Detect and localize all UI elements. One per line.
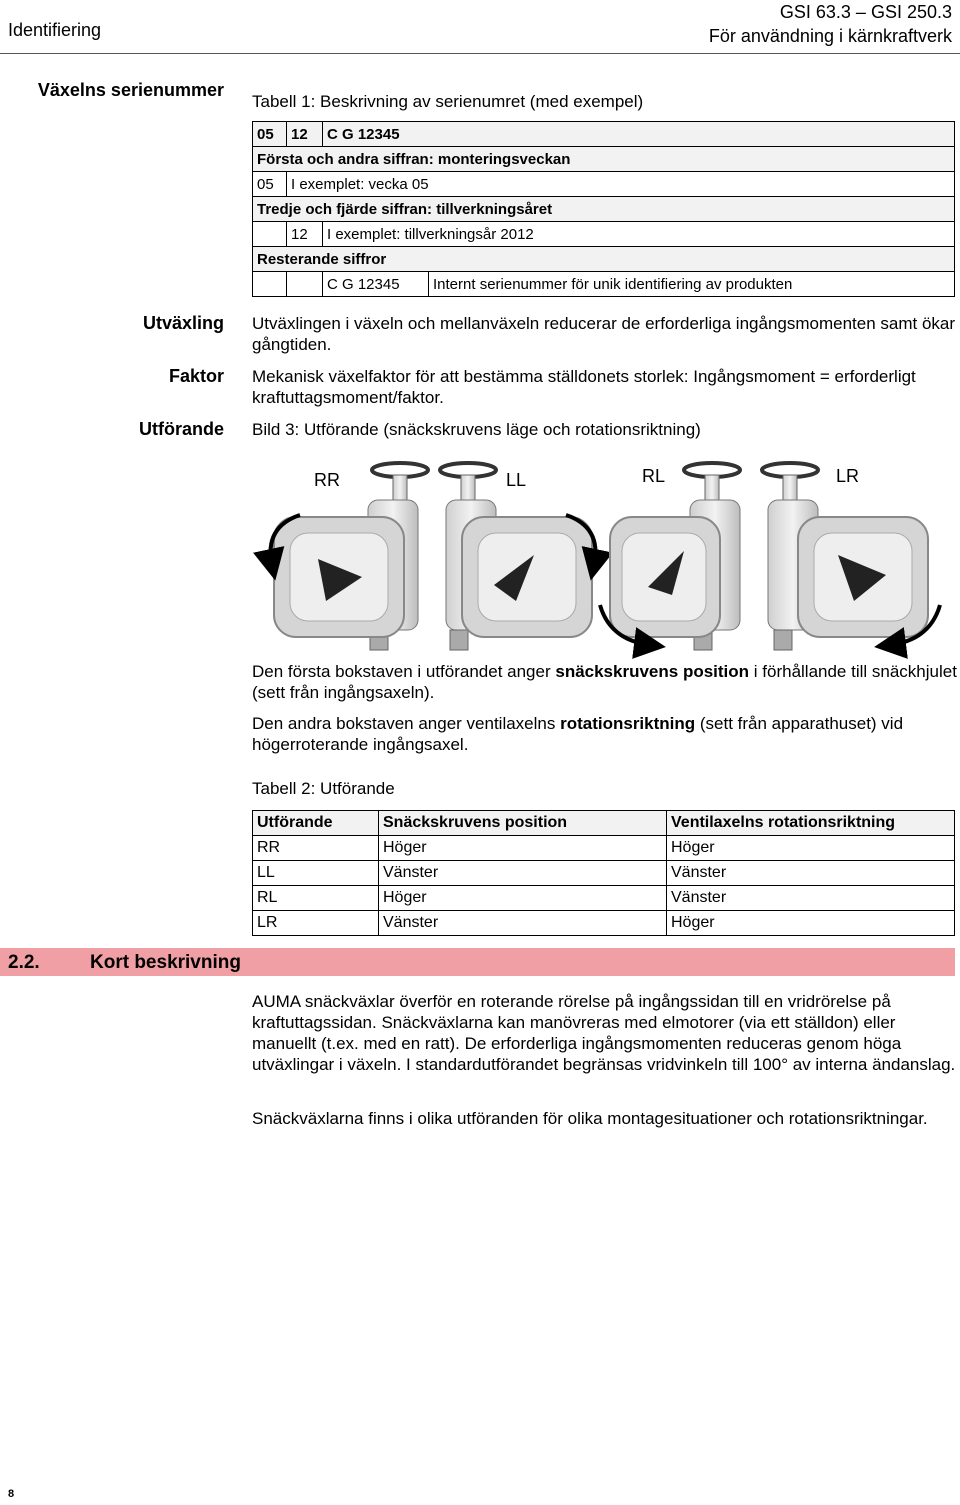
variant-rr-illustration bbox=[271, 463, 428, 650]
rotation-explanation: Den andra bokstaven anger ventilaxelns rotationsriktning (sett från apparathuset) vid högerroterande ingångsaxel. bbox=[252, 714, 904, 754]
table-row bbox=[253, 222, 955, 247]
table-cell: Vänster bbox=[667, 861, 955, 886]
header-divider bbox=[0, 53, 960, 54]
table-header-row bbox=[253, 811, 955, 836]
table-cell: Resterande siffror bbox=[253, 247, 955, 272]
header-product-range: GSI 63.3 – GSI 250.3 bbox=[779, 2, 952, 22]
table-cell bbox=[253, 222, 287, 247]
table-cell: Höger bbox=[379, 836, 667, 861]
table-cell: 12 bbox=[287, 122, 323, 147]
table-row bbox=[253, 861, 955, 886]
section-heading bbox=[0, 948, 955, 976]
label-version: Utförande bbox=[139, 419, 224, 439]
column-header: Utförande bbox=[253, 811, 379, 836]
figure-caption: Bild 3: Utförande (snäckskruvens läge och rotationsriktning) bbox=[252, 420, 701, 439]
factor-description: Mekanisk växelfaktor för att bestämma ställdonets storlek: Ingångsmoment = erforderligt kraftuttagsmoment/faktor. bbox=[252, 367, 916, 407]
variant-label: RL bbox=[642, 466, 666, 486]
label-serial-number: Växelns serienummer bbox=[37, 80, 224, 100]
table-row bbox=[253, 122, 955, 147]
bold-term: rotationsriktning bbox=[560, 714, 696, 733]
table-cell: Höger bbox=[667, 911, 955, 936]
table-row bbox=[253, 247, 955, 272]
table-row bbox=[253, 197, 955, 222]
header-product-usage: För användning i kärnkraftverk bbox=[708, 26, 952, 46]
version-illustration bbox=[250, 455, 950, 660]
variant-ll-illustration bbox=[440, 463, 595, 650]
table1-caption: Tabell 1: Beskrivning av serienumret (med exempel) bbox=[252, 92, 644, 111]
table-row bbox=[253, 836, 955, 861]
header-section-title: Identifiering bbox=[8, 20, 102, 40]
table-cell: Internt serienummer för unik identifiering av produkten bbox=[429, 272, 955, 297]
table-cell: RR bbox=[253, 836, 379, 861]
description-paragraph: AUMA snäckväxlar överför en roterande rörelse på ingångssidan till en vridrörelse på kraftuttagssidan. Snäckväxlarna kan manövreras med elmotorer (via ett ställdon) eller manuellt (t.ex. med en ratt). De erforderliga ingångsmomenten reduceras genom höga utväxlingar i växeln. I standardutförandet begränsas vridvinkeln till 100° av interna ändanslag. bbox=[252, 992, 956, 1074]
description-paragraph: Snäckväxlarna finns i olika utföranden för olika montagesituationer och rotationsriktningar. bbox=[252, 1109, 928, 1128]
table-cell: 05 bbox=[253, 122, 287, 147]
variant-lr-illustration bbox=[762, 463, 940, 650]
table-cell: I exemplet: tillverkningsår 2012 bbox=[323, 222, 955, 247]
ratio-description: Utväxlingen i växeln och mellanväxeln reducerar de erforderliga ingångsmomenten samt ökar gångtiden. bbox=[252, 314, 956, 354]
table-cell: Vänster bbox=[379, 861, 667, 886]
table-row bbox=[253, 911, 955, 936]
serial-number-table bbox=[252, 121, 955, 297]
table-cell: 05 bbox=[253, 172, 287, 197]
table-cell: Första och andra siffran: monteringsveckan bbox=[253, 147, 955, 172]
position-explanation: Den första bokstaven i utförandet anger snäckskruvens position i förhållande till snäckhjulet (sett från ingångsaxeln). bbox=[252, 662, 957, 702]
section-title: Kort beskrivning bbox=[90, 952, 241, 973]
version-table bbox=[252, 810, 955, 936]
table-cell: C G 12345 bbox=[323, 122, 955, 147]
table-cell: 12 bbox=[287, 222, 323, 247]
bold-term: snäckskruvens position bbox=[555, 662, 750, 681]
table-cell: C G 12345 bbox=[323, 272, 429, 297]
table-cell: Vänster bbox=[667, 886, 955, 911]
variant-label: LL bbox=[506, 470, 527, 490]
variant-label: RR bbox=[314, 470, 340, 490]
table2-caption: Tabell 2: Utförande bbox=[252, 779, 395, 798]
page-number: 8 bbox=[8, 1488, 15, 1500]
table-cell: Höger bbox=[667, 836, 955, 861]
table-row bbox=[253, 272, 955, 297]
table-row bbox=[253, 886, 955, 911]
column-header: Snäckskruvens position bbox=[379, 811, 667, 836]
table-cell bbox=[253, 272, 287, 297]
table-row bbox=[253, 147, 955, 172]
table-cell bbox=[287, 272, 323, 297]
header-product bbox=[709, 0, 952, 48]
label-ratio: Utväxling bbox=[142, 313, 224, 333]
table-cell: Tredje och fjärde siffran: tillverkningsåret bbox=[253, 197, 955, 222]
variant-rl-illustration bbox=[600, 463, 740, 650]
table-cell: LR bbox=[253, 911, 379, 936]
table-cell: RL bbox=[253, 886, 379, 911]
column-header: Ventilaxelns rotationsriktning bbox=[667, 811, 955, 836]
variant-label: LR bbox=[836, 466, 860, 486]
table-cell: LL bbox=[253, 861, 379, 886]
table-row bbox=[253, 172, 955, 197]
table-cell: Höger bbox=[379, 886, 667, 911]
section-number: 2.2. bbox=[8, 952, 40, 973]
table-cell: I exemplet: vecka 05 bbox=[287, 172, 955, 197]
label-factor: Faktor bbox=[168, 366, 224, 386]
table-cell: Vänster bbox=[379, 911, 667, 936]
